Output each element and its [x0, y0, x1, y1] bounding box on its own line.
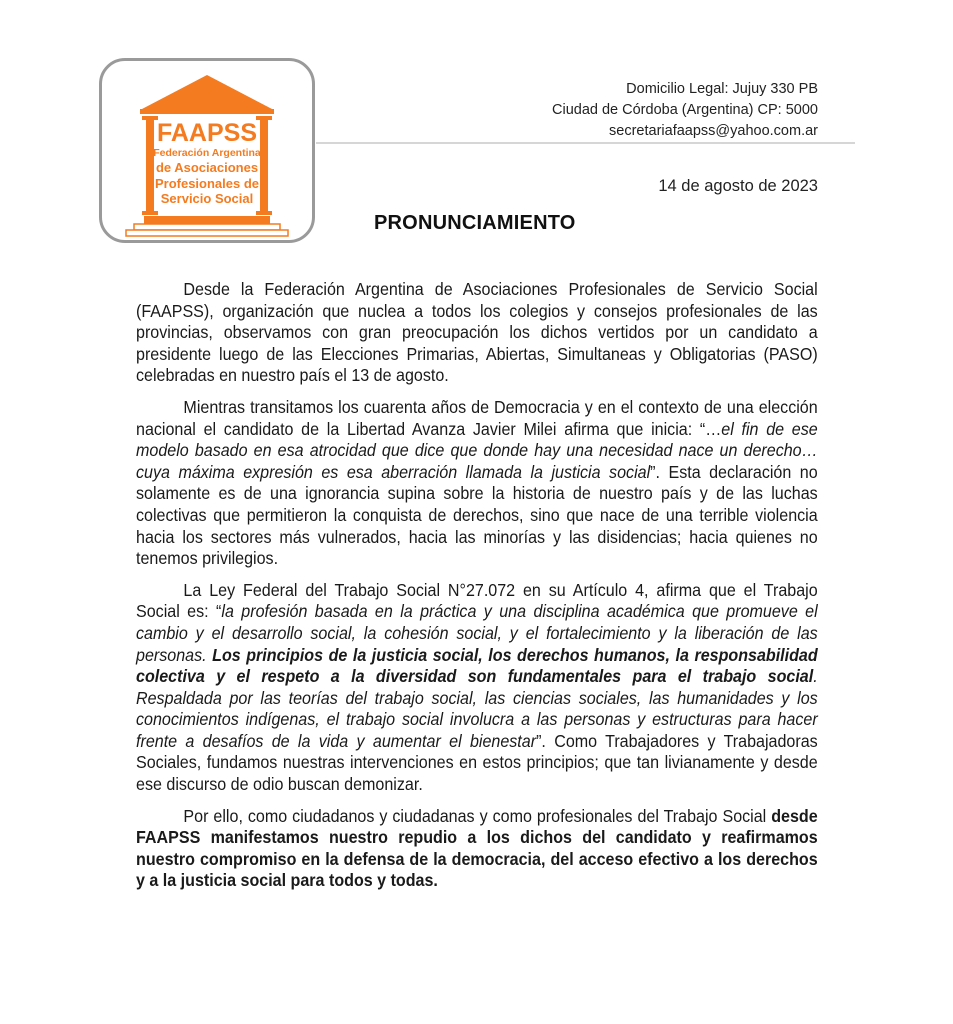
logo-acronym: FAAPSS: [156, 119, 258, 147]
logo-line1: Federación Argentina: [153, 147, 261, 159]
logo-step-1: [134, 224, 280, 230]
email: secretariafaapss@yahoo.com.ar: [609, 123, 818, 139]
quote-law-bold: Los principios de la justicia social, los derechos humanos, la responsabilidad colectiva y el respeto a la diversidad son fundamentales para el trabajo social: [136, 644, 818, 687]
logo-roof: [142, 75, 272, 109]
logo-line2: de Asociaciones: [155, 160, 259, 175]
paragraph-1: Desde la Federación Argentina de Asociaciones Profesionales de Servicio Social (FAAPSS), organización que nuclea a todos los colegios y consejos profesionales de las provincias, observamos con gran preocupación los dichos vertidos por un candidato a presidente luego de las Elecciones Primarias, Abiertas, Simultaneas y Obligatorias (PASO) celebradas en nuestro país el 13 de agosto.: [136, 279, 818, 386]
closing-statement: desde FAAPSS manifestamos nuestro repudio a los dichos del candidato y reafirmamos nuestro compromiso en la defensa de la democracia, del acceso efectivo a los derechos y a la justicia social para todos y todas.: [136, 805, 818, 891]
quote-law-2: . Respaldada por las teorías del trabajo social, las ciencias sociales, las humanidades y los conocimientos indígenas, el trabajo social involucra a las personas y estructuras para hacer frente a desafíos de la vida y aumentar el bienestar: [136, 666, 818, 751]
logo-line3: Profesionales de: [154, 176, 260, 191]
faapss-logo-icon: [102, 61, 312, 240]
paragraph-4: Por ello, como ciudadanos y ciudadanas y como profesionales del Trabajo Social desde FAAPSS manifestamos nuestro repudio a los dichos del candidato y reafirmamos nuestro compromiso en la defensa de la democracia, del acceso efectivo a los derechos y a la justicia social para todos y todas.: [136, 805, 818, 891]
logo-column-left: [146, 118, 154, 214]
logo-step-2: [126, 230, 288, 236]
quote-milei: el fin de ese modelo basado en esa atrocidad que dice que donde hay una necesidad nace un derecho… cuya máxima expresión es esa aberración llamada la justicia social: [136, 418, 818, 482]
paragraph-2: Mientras transitamos los cuarenta años de Democracia y en el contexto de una elección nacional el candidato de la Libertad Avanza Javier Milei afirma que inicia: “…el fin de ese modelo basado en esa atrocidad que dice que donde hay una necesidad nace un derecho… cuya máxima expresión es esa aberración llamada la justicia social”. Esta declaración no solamente es de una ignorancia supina sobre la historia de nuestro país y de las luchas colectivas que permitieron la conquista de derechos, sino que nace de una terrible violencia hacia los sectores más vulnerados, hacia las minorías y las disidencias; hacia quienes no tenemos privilegios.: [136, 396, 818, 569]
quote-law-1: la profesión basada en la práctica y una disciplina académica que promueve el cambio y el desarrollo social, la cohesión social, y el fortalecimiento y la liberación de las personas.: [136, 601, 818, 665]
document-date: 14 de agosto de 2023: [658, 177, 818, 195]
address-line-1: Domicilio Legal: Jujuy 330 PB: [626, 81, 818, 97]
header-divider: [316, 142, 855, 144]
logo-base: [144, 216, 270, 224]
logo-line4: Servicio Social: [160, 191, 254, 206]
logo: [99, 58, 315, 243]
logo-roof-base: [140, 109, 274, 114]
header-address: [552, 79, 818, 142]
document-title: PRONUNCIAMIENTO: [374, 212, 576, 234]
address-line-2: Ciudad de Córdoba (Argentina) CP: 5000: [552, 102, 818, 118]
logo-column-right: [260, 118, 268, 214]
paragraph-3: La Ley Federal del Trabajo Social N°27.072 en su Artículo 4, afirma que el Trabajo Social es: “la profesión basada en la práctica y una disciplina académica que promueve el cambio y el desarrollo social, la cohesión social, y el fortalecimiento y la liberación de las personas. Los principios de la justicia social, los derechos humanos, la responsabilidad colectiva y el respeto a la diversidad son fundamentales para el trabajo social. Respaldada por las teorías del trabajo social, las ciencias sociales, las humanidades y los conocimientos indígenas, el trabajo social involucra a las personas y estructuras para hacer frente a desafíos de la vida y aumentar el bienestar”. Como Trabajadores y Trabajadoras Sociales, fundamos nuestras intervenciones en estos principios; que tan livianamente y desde ese discurso de odio buscan demonizar.: [136, 579, 818, 795]
document-body: [136, 279, 818, 902]
